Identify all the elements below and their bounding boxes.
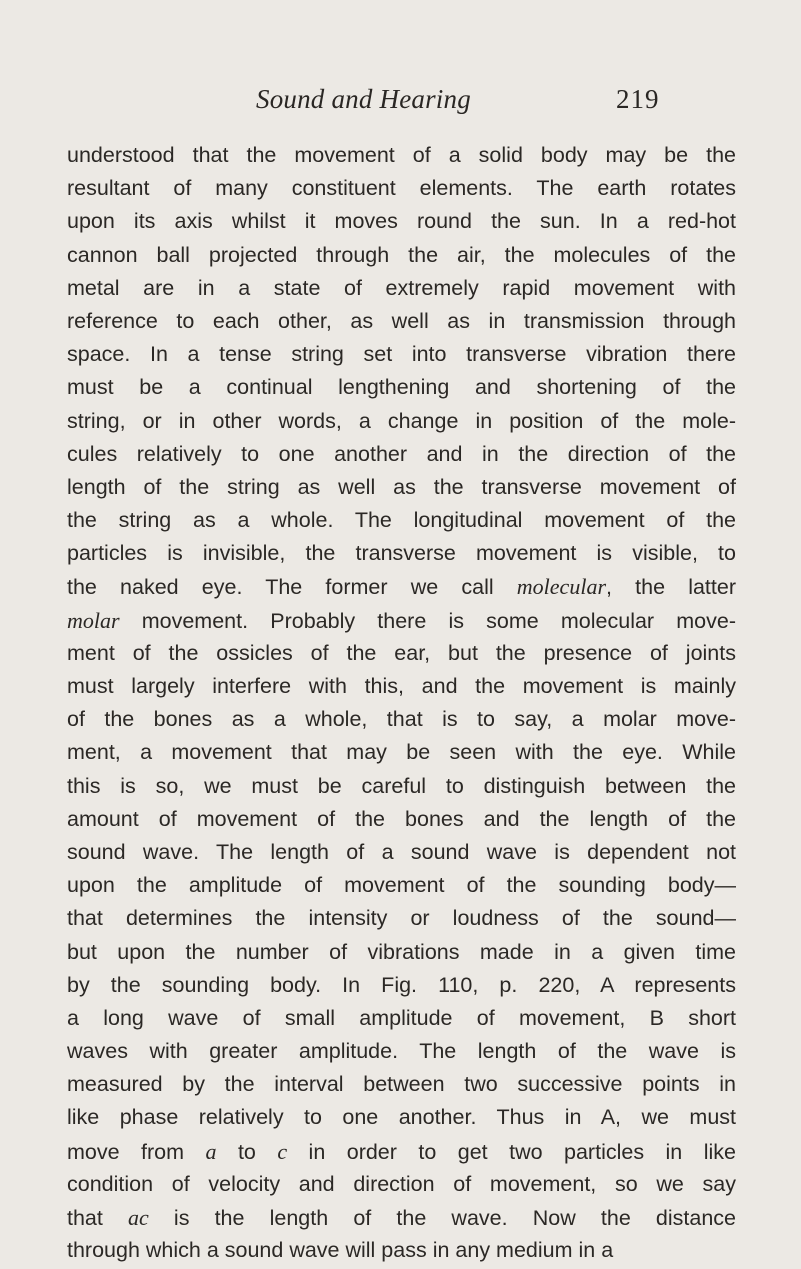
body-text: [67, 139, 736, 1267]
text-run: in order to get two particles in like: [287, 1139, 736, 1164]
text-line: [67, 1168, 736, 1201]
text-line: [67, 1068, 736, 1101]
text-run: cannon ball projected through the air, the molecules of the: [67, 242, 736, 267]
text-line: [67, 139, 736, 172]
text-line: [67, 770, 736, 803]
text-run: the naked eye. The former we call: [67, 575, 517, 600]
text-run: ment, a movement that may be seen with the eye. While: [67, 740, 736, 765]
text-line: [67, 836, 736, 869]
page-number: 219: [616, 84, 660, 114]
text-run: is the length of the wave. Now the distance: [148, 1206, 737, 1230]
text-run: ment of the ossicles of the ear, but the presence of joints: [67, 640, 736, 665]
text-run: particles is invisible, the transverse movement is visible, to: [67, 541, 736, 566]
text-run: movement. Probably there is some molecular move-: [119, 608, 736, 633]
text-run: amount of movement of the bones and the length of the: [67, 806, 736, 831]
text-run: a long wave of small amplitude of movement, B short: [67, 1005, 736, 1030]
text-line: [67, 205, 736, 238]
text-line: [67, 1135, 736, 1168]
text-run: string, or in other words, a change in position of the mole-: [67, 408, 736, 433]
italic-term: c: [277, 1138, 288, 1164]
text-run: move from: [67, 1139, 206, 1164]
text-line: [67, 869, 736, 902]
italic-term: a: [205, 1138, 217, 1164]
text-run: understood that the movement of a solid body may be the: [67, 143, 736, 167]
text-run: cules relatively to one another and in the direction of the: [67, 441, 736, 466]
text-line: [67, 670, 736, 703]
text-line: [67, 803, 736, 836]
text-run: must be a continual lengthening and shortening of the: [67, 375, 736, 400]
italic-term: ac: [128, 1205, 149, 1230]
text-line: [67, 239, 736, 272]
text-line: [67, 936, 736, 969]
text-line: [67, 570, 736, 603]
italic-term: molar: [67, 607, 120, 633]
text-run: must largely interfere with this, and the movement is mainly: [67, 674, 736, 698]
text-run: this is so, we must be careful to distinguish between the: [67, 773, 736, 798]
text-line: [67, 1002, 736, 1035]
text-run: condition of velocity and direction of movement, so we say: [67, 1171, 736, 1196]
text-run: by the sounding body. In Fig. 110, p. 220, A represents: [67, 972, 736, 997]
text-line: [67, 902, 736, 935]
text-run: but upon the number of vibrations made in a given time: [67, 939, 736, 964]
text-run: upon its axis whilst it moves round the sun. In a red-hot: [67, 209, 736, 234]
text-run: to: [216, 1139, 278, 1164]
text-run: , the latter: [606, 575, 736, 600]
text-run: waves with greater amplitude. The length of the wave is: [67, 1039, 736, 1064]
text-line: [67, 272, 736, 305]
text-run: reference to each other, as well as in transmission through: [67, 308, 736, 333]
text-run: length of the string as well as the transverse movement of: [67, 474, 736, 499]
text-run: metal are in a state of extremely rapid movement with: [67, 275, 736, 300]
text-run: upon the amplitude of movement of the sounding body—: [67, 873, 736, 898]
text-run: measured by the interval between two successive points in: [67, 1072, 736, 1097]
text-line: [67, 305, 736, 338]
text-line: [67, 736, 736, 769]
text-run: resultant of many constituent elements. The earth rotates: [67, 176, 736, 201]
text-line: [67, 637, 736, 670]
text-line: [67, 471, 736, 504]
italic-term: molecular: [516, 574, 606, 600]
text-run: space. In a tense string set into transverse vibration there: [67, 342, 736, 367]
text-line: [67, 438, 736, 471]
text-run: of the bones as a whole, that is to say, a molar move-: [67, 707, 736, 732]
text-line: [67, 338, 736, 371]
text-run: sound wave. The length of a sound wave is dependent not: [67, 839, 736, 864]
text-line: [67, 537, 736, 570]
text-line: [67, 1035, 736, 1068]
text-line: [67, 969, 736, 1002]
text-line: [67, 1201, 736, 1234]
text-line: [67, 405, 736, 438]
text-run: like phase relatively to one another. Thus in A, we must: [67, 1105, 736, 1130]
text-run: through which a sound wave will pass in any medium in a: [67, 1238, 614, 1263]
text-line: [67, 1234, 736, 1267]
text-run: that determines the intensity or loudness of the sound—: [67, 906, 736, 931]
running-head: [0, 84, 801, 120]
text-line: [67, 703, 736, 736]
running-title: Sound and Hearing: [256, 84, 471, 114]
text-line: [67, 371, 736, 404]
text-run: the string as a whole. The longitudinal movement of the: [67, 508, 736, 533]
text-line: [67, 172, 736, 205]
text-line: [67, 1101, 736, 1134]
text-line: [67, 504, 736, 537]
text-run: that: [67, 1206, 129, 1230]
text-line: [67, 604, 736, 637]
